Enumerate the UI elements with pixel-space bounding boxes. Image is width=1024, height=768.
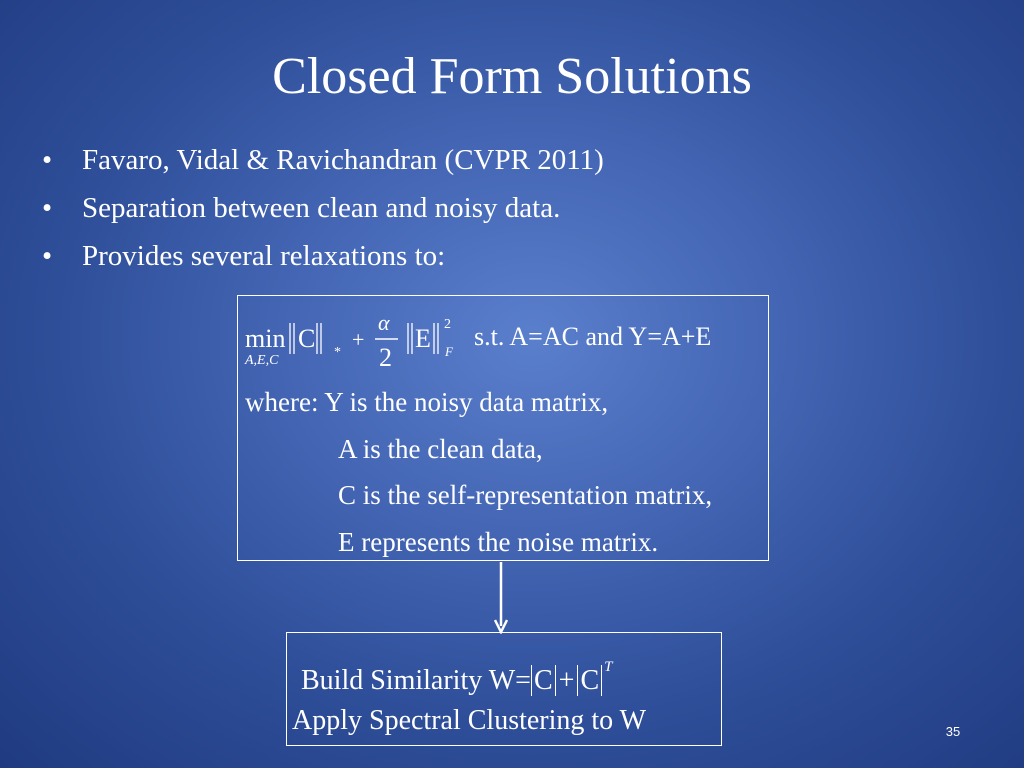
bullet-dot: • [42,144,53,176]
where-line: A is the clean data, [338,434,543,464]
formula-constraint: s.t. A=AC and Y=A+E [474,322,712,351]
optimization-box [237,295,769,561]
where-line: where: Y is the noisy data matrix, [245,387,609,417]
bullet-item [42,184,604,232]
bullet-text: Provides several relaxations to: [82,240,446,272]
bullet-text: Separation between clean and noisy data. [82,192,561,224]
bullet-item [42,232,604,280]
bullet-dot: • [42,240,53,272]
clustering-box [286,632,722,746]
spectral-line: Apply Spectral Clustering to W [292,705,647,736]
optimization-formula [238,296,770,396]
formula-subscript: A,E,C [245,353,279,368]
formula-power: 2 [444,317,451,332]
abs-C: C [531,665,556,696]
abs-C-transpose: C [577,665,602,696]
formula-alpha: α [378,310,390,335]
bullet-dot: • [42,192,53,224]
down-arrow [494,562,508,634]
bullet-item [42,136,604,184]
similarity-line [301,650,612,698]
where-line: C is the self-representation matrix, [338,480,713,510]
similarity-plus: + [558,665,575,696]
formula-plus: + [352,327,365,352]
page-number: 35 [945,724,961,739]
formula-E: E [415,324,431,353]
bullet-list [42,136,604,280]
formula-C: C [298,324,316,353]
where-line: E represents the noise matrix. [338,527,659,557]
formula-F: F [445,344,453,359]
formula-two: 2 [379,343,392,372]
transpose-mark: T [604,659,613,675]
similarity-prefix: Build Similarity W= [301,665,531,696]
formula-star: * [334,345,341,360]
bullet-text: Favaro, Vidal & Ravichandran (CVPR 2011) [82,144,604,176]
slide-title: Closed Form Solutions [272,48,752,105]
formula-min: min [245,324,286,353]
